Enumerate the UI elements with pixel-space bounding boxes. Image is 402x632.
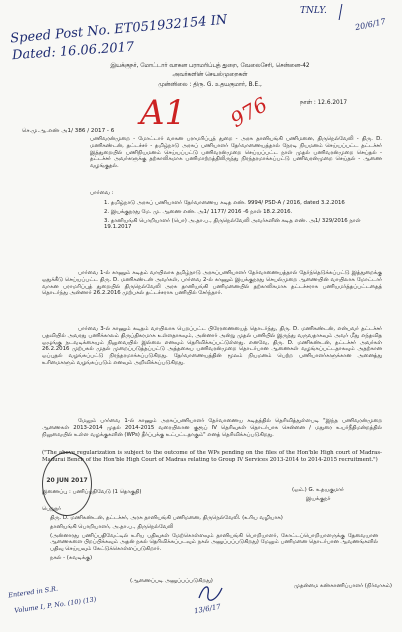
reference-item: 2. இயக்குநரது மே. மு. ஆணை எண். அ1/ 1177/ 2016 -6 நாள் 18.2.2016. [104, 208, 293, 215]
paragraph-3: மேலும் பார்வை 1-ல் காணும் அரசுப்பணியாளர் தேர்வாணைய கடிதத்தில் தெரிவித்துள்ளபடி "இந்த பணிவரன்முறை ஆணைகள் 2013-2014 முதல் 2014-2015 வரையிலான குரூப் IV தெரிவுகள் தொடர்பாக சென்னை / மதுரை உயர்நீதிமன்றத்தில் நிலுவையில் உள்ள வழக்குகளின் (WPs) தீர்ப்புக்கு உட்பட்டதாகும்" எனத் தெரிவிக்கப்படுகிறது. [42, 418, 382, 438]
present-line: முன்னிலை : திரு. G. உதயகுமார், B.E., [158, 82, 262, 88]
reference-item: 3. தானியங்கி பொறியாளர் (பொ) அ.தா.ப., திருநெல்வேலி அவர்களின் கடித எண். அ1/ 329/2016 நாள் 19.1.2017 [104, 217, 361, 231]
recipients-title: பெறுநர் [42, 506, 61, 512]
dated-note: Dated: 16.06.2017 [11, 39, 135, 64]
paragraph-3-english: ("The above regularization is subject to the outcome of the WPs pending on the files of the Hon'ble High court of Madras-Madurai Bench of the Hon'ble High Court of Madras relating to Group IV Services 2013-2014 to 2014-2015 recruitment.") [42, 450, 382, 463]
entered-note: Entered in S.R. [7, 584, 59, 600]
volume-note: Volume I, P. No. (10) (13) [13, 595, 97, 615]
recipient-item: (அன்னாரது பணிப்பதிவேட்டில் உரிய பதிவுகள் மேற்கொள்ளவும் தானியங்கி பொறியாளர், கோட்டப்பொறியாளருக்கு தேவையான ஆணைகளை பிறப்பிக்கவும் அதன் நகல் தெரிவிக்கப்படவும் நகல் அனுப்பப்படுகிறது) மேலும் பணிமனை தொடர்பான ஆவணங்களில் பதிவு செய்யவும் கேட்டுக்கொள்ளப்படுகிறார். [50, 532, 378, 552]
subject: பணிவரன்முறை - மோட்டார் வாகன பராமரிப்புத் துறை - அரசு தானியங்கி பணிமனை, திருநெல்வேலி - திரு. D. மணிகண்டன், தட்டச்சர் - தமிழ்நாடு அரசுப் பணியாளர் தேர்வாணையத்தால் நேரடி நியமனம் செய்யப்பட்ட தட்டச்சர் இத்துறையில் பணிநியமனம் செய்யப்பட்டு பணிவரன்முறை செய்யப்பட்ட நாள் முதல் பணிவரன்முறை செய்தல் - தட்டச்சர் அவர்களுக்கு தற்காலிகமாக பணிமாற்றத்திலிருந்து நிரந்தரமாக்கப்பட்டு பணிவரன்முறை செய்தல் - ஆணை வழங்குதல். [90, 136, 382, 169]
signature-designation: இயக்குநர் [306, 496, 331, 502]
reference-item: 1. தமிழ்நாடு அரசுப் பணியாளர் தேர்வாணைய கடித எண். 9994/ PSD-A / 2016, dated 3.2.2016 [104, 200, 345, 206]
speed-post-note: Speed Post No. ET051932154 IN [9, 12, 228, 47]
signature-name: (ஒம்.) G. உதயகுமார் [292, 487, 344, 493]
header-line1: இயக்குநர், மோட்டார் வாகன பராமரிப்புத் துறை, வேலைசேரி, சென்னை-42 [110, 63, 310, 69]
order-date: நாள் : 12.6.2017 [300, 100, 348, 106]
officer-signature [196, 582, 226, 604]
paragraph-1: பார்வை 1-ல் காணும் கடிதம் வாயிலாக தமிழ்நாடு அரசுப்பணியாளர் தேர்வாணையத்தால் தேர்ந்தெடுக்கப்பட்டு இத்துறைக்கு ஒதுக்கீடு செய்யப்பட்ட திரு. D. மணிகண்டன் அவர்கள், பார்வை 2-ல் காணும் இயக்குநரது செயல்முறை ஆணையின் வாயிலாக மோட்டார் வாகன பராமரிப்புத் துறையில் திருநெல்வேலி அரசு தானியங்கி பணிமனையில் தற்காலிகமாக தட்டச்சராக பணியமர்த்தப்பட்டதைத் தொடர்ந்து அன்னார் 26.2.2016 முற்பகல் தட்டச்சராக பணியில் சேர்ந்தார். [42, 270, 382, 297]
stamp-date: 20 JUN 2017 [46, 477, 88, 484]
corner-note: TNLY. [300, 6, 327, 16]
office-signature: முதன்மை கண்காணிப்பாளர் (நிர்வாகம்) [294, 583, 392, 589]
corner-date: 20/6/17 [354, 16, 387, 33]
reference-number: செ.மு.ஆ.எண் அ1/ 386 / 2017 - 6 [22, 128, 115, 134]
header-line2: அவர்களின் செயல்முறைகள் [172, 72, 248, 78]
recipient-item: திரு. D. மணிகண்டன், தட்டச்சர், அரசு தானியங்கி பணிமனை, திருநெல்வேலி. (உரிய வழியாக) [50, 515, 283, 521]
enclosure: இணைப்பு : பணிப்பதிவேடு (1 தொகுதி) [42, 489, 142, 495]
paragraph-2: பார்வை 3-ல் காணும் கடிதம் வாயிலாக பெறப்பட்ட பிரேரணையைத் தொடர்ந்து, திரு. D. மணிகண்டன், என்பவர் தட்டச்சர் பதவியில் அவரது பணிக்காலம் திருப்திகரமாக உள்ளதாகவும், அன்னார் அன்று முதல் பணியில் இருந்து வருவதாகவும் அவர் மீது எந்தவித ஒழுங்கு நடவடிக்கையும் நிலுவையில் இல்லை எனவும் தெரிவிக்கப்பட்டுள்ளது. எனவே, திரு. D. மணிகண்டன், தட்டச்சர் அவர்கள் 26.2.2016 முற்பகல் முதல் முறைப்படுத்தப்பட்டு அத்தகைய பணிவரன்முறை தொடர்பான ஆணைகள் வழங்கப்பட்டதாகவும் அதற்கான ஒப்புதல் வழங்கப்பட்டு நிரந்தரமாக்கப்படுகிறது. தேர்வாணையத்தின் மூலம் நியமனம் பெற்ற பணியாளர்களுக்கான அனைத்து உரிமைகளும் வழங்கப்படும் எனவும் அறிவிக்கப்படுகிறது. [42, 326, 382, 366]
reference-list [104, 200, 374, 231]
sign-date: 13/6/17 [193, 602, 222, 616]
margin-code: A1 [140, 93, 187, 133]
check-mark [339, 4, 353, 20]
margin-number: 976 [226, 92, 272, 133]
recipient-item: தானியங்கி பொறியாளர், அ.தா.ப., திருநெல்வேலி [50, 523, 174, 530]
forwarded-note: (ஆணைப்படி அனுப்பப்படுகிறது) [130, 578, 213, 584]
recipient-item: நகல் - (சுவடிக்கு) [50, 554, 93, 561]
refs-title: பார்வை : [90, 190, 114, 196]
recipient-list [50, 515, 378, 562]
